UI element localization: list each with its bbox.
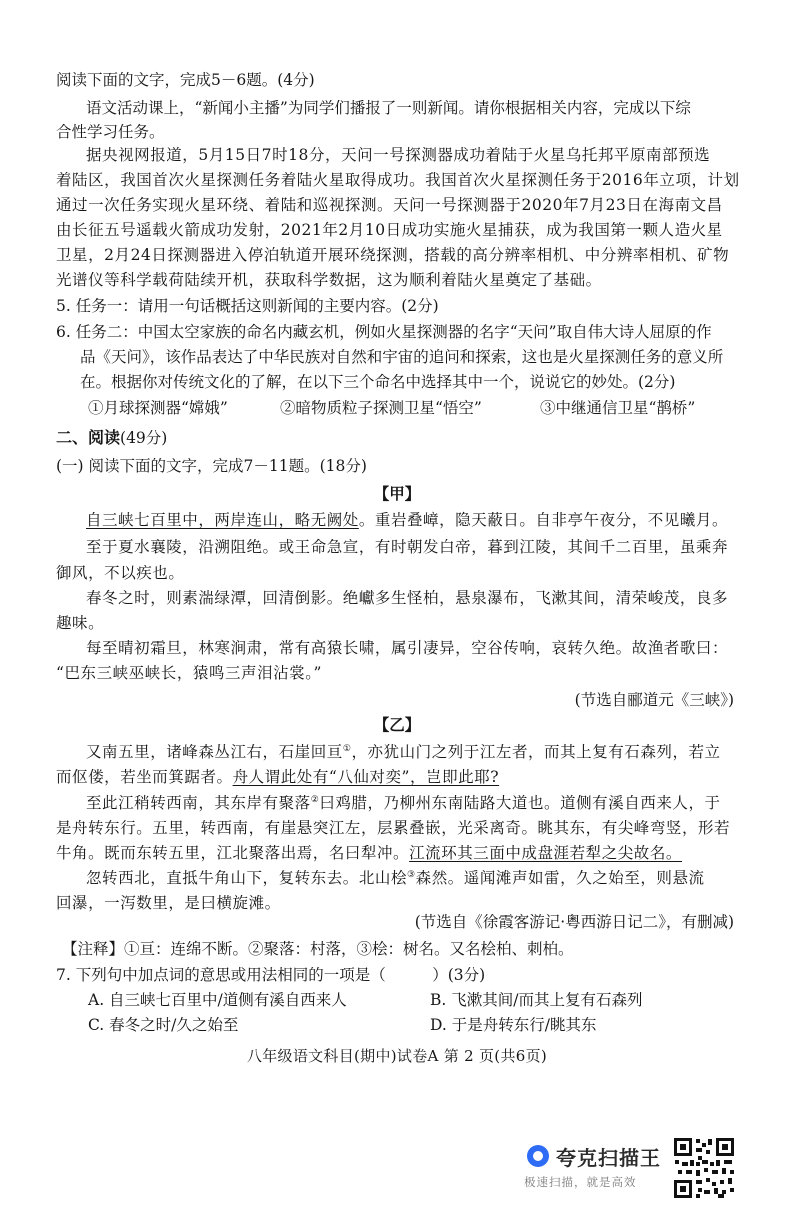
jia-para-2-line2: 御风，不以疾也。 — [56, 564, 185, 582]
question-6-option-3: ③中继通信卫星“鹊桥” — [540, 399, 696, 417]
brand-name: 夸克扫描王 — [556, 1146, 661, 1170]
jia-source: (节选自郦道元《三峡》) — [574, 691, 734, 709]
jia-para-4-line2: “巴东三峡巫峡长，猿鸣三声泪沾裳。” — [56, 664, 322, 682]
news-line-6: 光谱仪等科学载荷陆续开机，获取科学数据，这为顺利着陆火星奠定了基础。 — [56, 271, 602, 289]
brand-slogan: 极速扫描，就是高效 — [524, 1175, 637, 1189]
yi-para-1-text-b: ，亦犹山门之列于江左者，而其上复有石森列，若立 — [351, 743, 721, 761]
question-7-option-b: B. 飞漱其间/而其上复有石森列 — [430, 991, 643, 1009]
jia-para-1-underlined: 自三峡七百里中，两岸连山，略无阙处 — [86, 511, 359, 529]
yi-para-1-line1 — [86, 742, 721, 762]
yi-para-3-line2: 回瀑，一泻数里，是曰横旋滩。 — [56, 894, 281, 912]
jia-para-1 — [86, 510, 728, 530]
footnote-marker-2: ② — [310, 795, 320, 805]
yi-para-1-underlined: 舟人谓此处有“八仙对奕”，岂即此耶? — [232, 768, 500, 786]
scanner-watermark — [520, 1134, 670, 1194]
question-6-line3: 在。根据你对传统文化的了解，在以下三个命名中选择其中一个，说说它的妙处。(2分) — [80, 373, 676, 391]
yi-heading: 【乙】 — [373, 715, 421, 734]
yi-para-2-text-b: 曰鸡腊，乃柳州东南陆路大道也。道侧有溪自西来人，于 — [319, 794, 721, 812]
yi-para-1-line2-text: 而伛偻，若坐而箕踞者。 — [56, 768, 233, 786]
reading-intro-para-line1: 语文活动课上，“新闻小主播”为同学们播报了一则新闻。请你根据相关内容，完成以下综 — [86, 99, 691, 117]
jia-heading: 【甲】 — [373, 484, 421, 503]
news-line-2: 着陆区，我国首次火星探测任务着陆火星取得成功。我国首次火星探测任务于2016年立项，计划 — [56, 171, 740, 189]
jia-para-4-line1: 每至晴初霜旦，林寒涧肃，常有高猿长啸，属引凄异，空谷传响，哀转久绝。故渔者歌曰： — [86, 639, 729, 657]
question-6-option-2: ②暗物质粒子探测卫星“悟空” — [280, 399, 482, 417]
yi-para-2-line2: 是舟转东行。五里，转西南，有崖悬突江左，层累叠嵌，光采离奇。眺其东，有尖峰弯竖，形若 — [56, 819, 731, 837]
reading-intro-heading: 阅读下面的文字，完成5－6题。(4分) — [56, 71, 315, 89]
question-5: 5. 任务一：请用一句话概括这则新闻的主要内容。(2分) — [56, 297, 439, 315]
footnote-marker-3: ③ — [407, 870, 416, 880]
jia-para-2-line1: 至于夏水襄陵，沿溯阻绝。或王命急宣，有时朝发白帝，暮到江陵，其间千二百里，虽乘奔 — [86, 538, 729, 556]
yi-para-3-line1 — [86, 868, 705, 888]
question-7-option-a: A. 自三峡七百里中/道侧有溪自西来人 — [88, 991, 347, 1009]
question-7-option-d: D. 于是舟转东行/眺其东 — [430, 1016, 597, 1034]
question-7-stem: 7. 下列句中加点词的意思或用法相同的一项是（ ）(3分) — [56, 966, 486, 984]
yi-source: (节选自《徐霞客游记·粤西游日记二》，有删减) — [414, 913, 734, 931]
news-line-5: 卫星，2月24日探测器进入停泊轨道开展环绕探测，搭载的高分辨率相机、中分辨率相机、矿物 — [56, 246, 730, 264]
yi-para-1-line2 — [56, 767, 499, 787]
yi-para-2-line1 — [86, 793, 721, 813]
yi-para-1-text-a: 又南五里，诸峰森丛江右，石崖回亘 — [86, 743, 343, 761]
reading-intro-para-line2: 合性学习任务。 — [56, 123, 165, 141]
quark-logo-icon — [527, 1145, 549, 1167]
yi-para-2-underlined: 江流环其三面中成盘涯若犁之尖故名。 — [409, 844, 682, 862]
yi-para-2-line3 — [56, 843, 682, 863]
jia-para-3-line1: 春冬之时，则素湍绿潭，回清倒影。绝巘多生怪柏，悬泉瀑布，飞漱其间，清荣峻茂，良多 — [86, 589, 729, 607]
qr-code-icon — [672, 1136, 736, 1200]
annotation-notes: 【注释】①亘：连绵不断。②聚落：村落，③桧：树名。又名桧柏、刺柏。 — [62, 940, 574, 958]
yi-para-3-text-a: 忽转西北，直抵牛角山下，复转东去。北山桧 — [86, 869, 408, 887]
section-2-part-1: (一) 阅读下面的文字，完成7－11题。(18分) — [56, 457, 367, 475]
footnote-marker-1: ① — [342, 744, 352, 754]
jia-para-1-rest: 。重岩叠嶂，隐天蔽日。自非亭午夜分，不见曦月。 — [358, 511, 729, 529]
question-6-line1: 6. 任务二：中国太空家族的命名内藏玄机，例如火星探测器的名字“天问”取自伟大诗人屈原的作 — [56, 323, 712, 341]
news-line-1: 据央视网报道，5月15日7时18分，天问一号探测器成功着陆于火星乌托邦平原南部预选 — [86, 146, 711, 164]
yi-para-2-line3-text: 牛角。既而东转五里，江北聚落出焉，名曰犁冲。 — [56, 844, 410, 862]
section-2-title: 二、阅读 — [56, 428, 121, 447]
question-6-line2: 品《天问》，该作品表达了中华民族对自然和宇宙的追问和探索，这也是火星探测任务的意义所 — [80, 348, 724, 366]
question-7-option-c: C. 春冬之时/久之始至 — [88, 1016, 239, 1034]
section-2-score: (49分) — [120, 429, 168, 447]
page-footer: 八年级语文科目(期中)试卷A 第 2 页(共6页) — [246, 1047, 548, 1065]
yi-para-2-text-a: 至此江稍转西南，其东岸有聚落 — [86, 794, 311, 812]
jia-para-3-line2: 趣味。 — [56, 614, 105, 632]
section-2-heading — [56, 428, 167, 448]
question-6-option-1: ①月球探测器“嫦娥” — [88, 399, 228, 417]
news-line-4: 由长征五号遥载火箭成功发射，2021年2月10日成功实施火星捕获，成为我国第一颗人造火星 — [56, 221, 723, 239]
news-line-3: 通过一次任务实现火星环绕、着陆和巡视探测。天问一号探测器于2020年7月23日在海南文昌 — [56, 196, 723, 214]
yi-para-3-text-b: 森然。遥闻滩声如雷，久之始至，则悬流 — [415, 869, 705, 887]
